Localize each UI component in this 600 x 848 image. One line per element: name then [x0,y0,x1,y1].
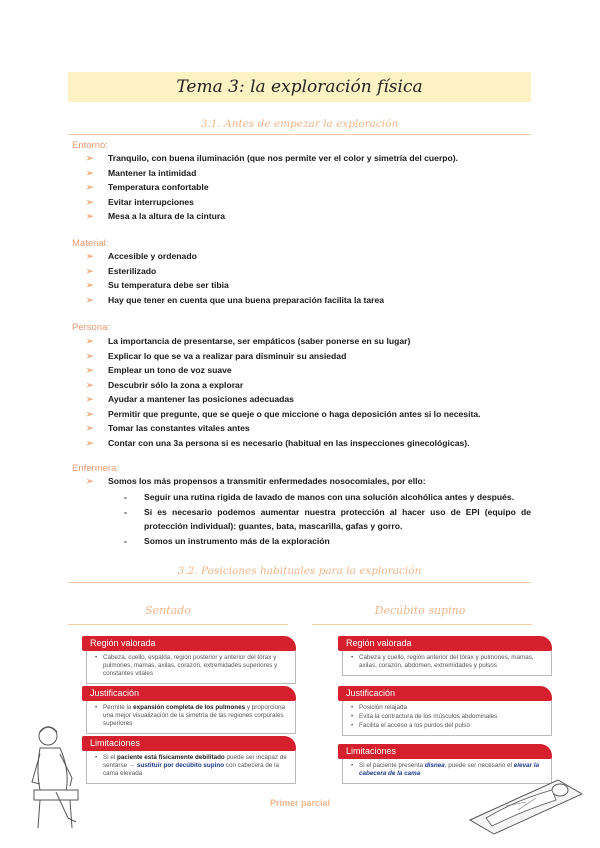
footer: Primer parcial [269,798,331,808]
card-limitaciones-sentado [82,736,296,784]
list-item: ➢ Hay que tener en cuenta que una buena preparación facilita la tarea [86,293,384,308]
card-body: • Permite la expansión completa de los pulmones y proporciona una mejor visualización de la simetría de las regiones corporales superiores [86,699,296,734]
card-body: • Posición relajada • Evita la contractura de los músculos abdominales • Facilita el acceso a los puntos del pulso [342,699,552,736]
list-enfermera [86,474,426,489]
card-header: Justificación [82,686,296,701]
list-item: ➢ Ayudar a mantener las posiciones adecuadas [86,392,481,407]
list-item: ➢ Accesible y ordenado [86,249,384,264]
list-item: ➢ Tranquilo, con buena iluminación (que nos permite ver el color y simetría del cuerpo). [86,151,458,166]
column-rule [68,624,288,625]
list-item: ➢ Explicar lo que se va a realizar para disminuir su ansiedad [86,349,481,364]
arrow-icon: ➢ [86,365,94,375]
section-rule [68,582,531,583]
list-entorno [86,151,458,224]
list-item: ➢ La importancia de presentarse, ser empáticos (saber ponerse en su lugar) [86,334,481,349]
card-body: • Cabeza y cuello, región anterior del tórax y pulmones, mamas, axilas, corazón, abdomen, extremidades y pulsos [342,649,552,676]
list-item: ➢ Emplear un tono de voz suave [86,363,481,378]
arrow-icon: ➢ [86,437,94,448]
group-label-material: Material: [72,238,109,249]
arrow-icon: ➢ [86,423,94,433]
list-item: ➢ Somos los más propensos a transmitir enfermedades nosocomiales, por ello: [86,474,426,489]
arrow-icon: ➢ [86,167,94,178]
column-title-sentado: Sentado [145,604,191,617]
arrow-icon: ➢ [86,265,94,276]
arrow-icon: ➢ [86,379,94,390]
list-item: ➢ Evitar interrupciones [86,195,458,210]
sitting-patient-illustration [26,720,86,832]
card-header: Región valorada [82,636,296,651]
arrow-icon: ➢ [86,408,94,419]
arrow-icon: ➢ [86,251,94,261]
arrow-icon: ➢ [86,182,94,192]
column-title-decubito: Decúbito supino [374,604,466,617]
section-heading-3-2: 3.2. Posiciones habituales para la exploración [177,565,422,577]
arrow-icon: ➢ [86,336,94,346]
arrow-icon: ➢ [86,294,94,305]
list-material [86,249,384,307]
card-header: Limitaciones [338,744,552,759]
arrow-icon: ➢ [86,211,94,221]
section-heading-3-1: 3.1. Antes de empezar la exploración [200,118,399,130]
sub-item: - Somos un instrumento más de la exploración [124,536,330,546]
list-item: ➢ Temperatura confortable [86,180,458,195]
arrow-icon: ➢ [86,350,94,361]
card-region-sentado [82,636,296,684]
card-region-decubito [338,636,552,676]
sub-item: - Seguir una rutina rígida de lavado de manos con una solución alcohólica antes y después. [124,492,515,502]
sub-item: - Si es necesario podemos aumentar nuestra protección al hacer uso de EPI (equipo de protección individual): guantes, bata, mascarilla, gafas y gorro. [124,507,531,531]
card-body: • Cabeza, cuello, espalda, región posterior y anterior del tórax y pulmones, mamas, axilas, corazón, extremidades superiores y constantes vitales [86,649,296,684]
arrow-icon: ➢ [86,394,94,404]
card-justificacion-sentado [82,686,296,734]
section-rule [68,134,531,135]
group-label-persona: Persona: [72,322,111,333]
card-body: • Si el paciente presenta disnea, puede ser necesario el elevar la cabecera de la cama [342,757,552,784]
column-rule [312,624,532,625]
card-header: Justificación [338,686,552,701]
card-justificacion-decubito [338,686,552,736]
card-header: Limitaciones [82,736,296,751]
list-item: ➢ Descubrir sólo la zona a explorar [86,378,481,393]
group-label-enfermera: Enfermera: [72,463,119,474]
list-item: ➢ Permitir que pregunte, que se queje o que miccione o haga deposición antes si lo necesita. [86,407,481,422]
list-persona [86,334,481,450]
sublist-enfermera [124,490,531,549]
list-item: ➢ Contar con una 3a persona si es necesario (habitual en las inspecciones ginecológicas). [86,436,481,451]
arrow-icon: ➢ [86,476,94,486]
page-title: Tema 3: la exploración física [176,77,423,97]
list-item: ➢ Mantener la intimidad [86,166,458,181]
title-band [68,72,531,102]
arrow-icon: ➢ [86,196,94,207]
arrow-icon: ➢ [86,280,94,290]
list-item: ➢ Mesa a la altura de la cintura [86,209,458,224]
list-item: ➢ Tomar las constantes vitales antes [86,421,481,436]
list-item: ➢ Esterilizado [86,264,384,279]
group-label-entorno: Entorno: [72,140,108,151]
card-body: • Si el paciente está físicamente debilitado puede ser incapaz de sentarse → sustituir por decúbito supino con cabecera de la cama elevada [86,749,296,784]
arrow-icon: ➢ [86,153,94,163]
card-header: Región valorada [338,636,552,651]
list-item: ➢ Su temperatura debe ser tibia [86,278,384,293]
